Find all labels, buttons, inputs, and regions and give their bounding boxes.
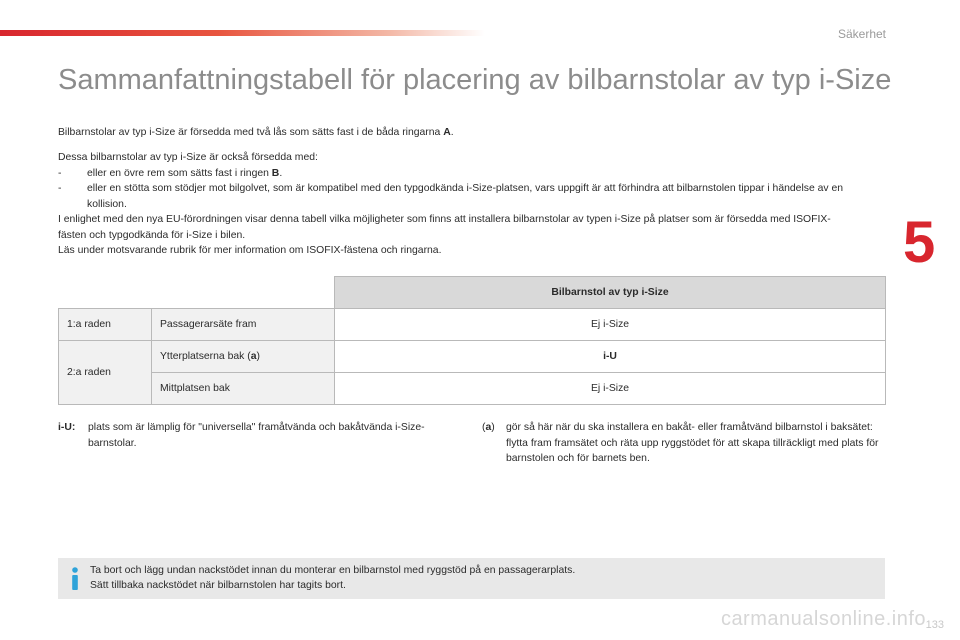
table-blank-cell: [152, 277, 335, 309]
table-row: [59, 341, 886, 373]
list-item-end: .: [279, 167, 283, 179]
footnote-letter: a: [485, 422, 492, 433]
row-label: 1:a raden: [59, 309, 152, 341]
table-blank-cell: [59, 277, 152, 309]
footnote-paren-open: (: [482, 422, 486, 433]
regulation-paragraph: I enlighet med den nya EU-förordningen visar denna tabell vilka möjligheter som finns att installera bilbarnstolar av typen i-Size på platser som är försedda med ISOFIX-fästen och typgodkända för i-Size i bilen.: [58, 214, 831, 241]
info-line: Ta bort och lägg undan nackstödet innan du monterar en bilbarnstol med ryggstöd på en passagerarplats.: [90, 565, 576, 576]
legend-key: i-U:: [58, 422, 76, 433]
seat-label: [152, 341, 335, 373]
info-icon: [69, 566, 81, 592]
list-dash: -: [58, 167, 62, 179]
list-item: [58, 166, 858, 182]
seat-value: Ej i-Size: [335, 309, 886, 341]
info-box: [58, 558, 885, 599]
ring-b-label: B: [271, 167, 280, 179]
footnote-key: [482, 420, 495, 436]
section-title: Säkerhet: [837, 27, 886, 41]
intro-paragraph: [58, 125, 858, 141]
table-column-header: Bilbarnstol av typ i-Size: [335, 277, 886, 309]
footnote-ref: a: [250, 351, 257, 362]
info-text: [90, 563, 870, 593]
table-row: [59, 309, 886, 341]
list-item-text: eller en övre rem som sätts fast i ringen: [87, 167, 272, 179]
seat-label-end: ): [256, 351, 260, 362]
reference-paragraph: Läs under motsvarande rubrik för mer information om ISOFIX-fästena och ringarna.: [58, 245, 442, 256]
equipment-paragraph: [58, 150, 858, 259]
seat-label: Mittplatsen bak: [152, 373, 335, 405]
seat-value: i-U: [335, 341, 886, 373]
seat-label: Passagerarsäte fram: [152, 309, 335, 341]
watermark: carmanualsonline.info: [720, 608, 926, 630]
legend-note: [58, 420, 468, 451]
info-line: Sätt tillbaka nackstödet när bilbarnstolen har tagits bort.: [90, 580, 346, 591]
legend-text: plats som är lämplig för "universella" framåtvända och bakåtvända i-Size-barnstolar.: [88, 422, 425, 449]
equipment-lead: Dessa bilbarnstolar av typ i-Size är också försedda med:: [58, 152, 318, 163]
seat-value: Ej i-Size: [335, 373, 886, 405]
list-item-text: eller en stötta som stödjer mot bilgolvet, som är kompatibel med den typgodkända i-Size-platsen, vars uppgift är att förhindra att bilbarnstolen tippar i händelse av en kollision.: [87, 183, 844, 210]
table-row: [59, 373, 886, 405]
intro-end: .: [450, 127, 454, 138]
footnote-text: gör så här när du ska installera en bakåt- eller framåtvänd bilbarnstol i baksätet: flytta fram framsätet och räta upp ryggstödet för att skapa tillräckligt med plats för barnstolen och för barnets ben.: [506, 422, 879, 464]
row-label: 2:a raden: [59, 341, 152, 405]
chapter-number: 5: [903, 210, 936, 275]
footnote-paren-close: ): [491, 422, 495, 433]
list-item: [58, 181, 858, 212]
seat-label-text: Ytterplatserna bak (: [160, 351, 251, 362]
page-number: 133: [925, 619, 944, 631]
ring-a-label: A: [443, 127, 451, 138]
page-title: Sammanfattningstabell för placering av bilbarnstolar av typ i-Size: [58, 64, 892, 96]
footnote-a: [482, 420, 887, 467]
intro-text: Bilbarnstolar av typ i-Size är försedda med två lås som sätts fast i de båda ringarna: [58, 127, 444, 138]
i-size-placement-table: [58, 276, 886, 405]
table-header-row: [59, 277, 886, 309]
list-dash: -: [58, 183, 62, 194]
header-accent-bar: [0, 30, 485, 36]
